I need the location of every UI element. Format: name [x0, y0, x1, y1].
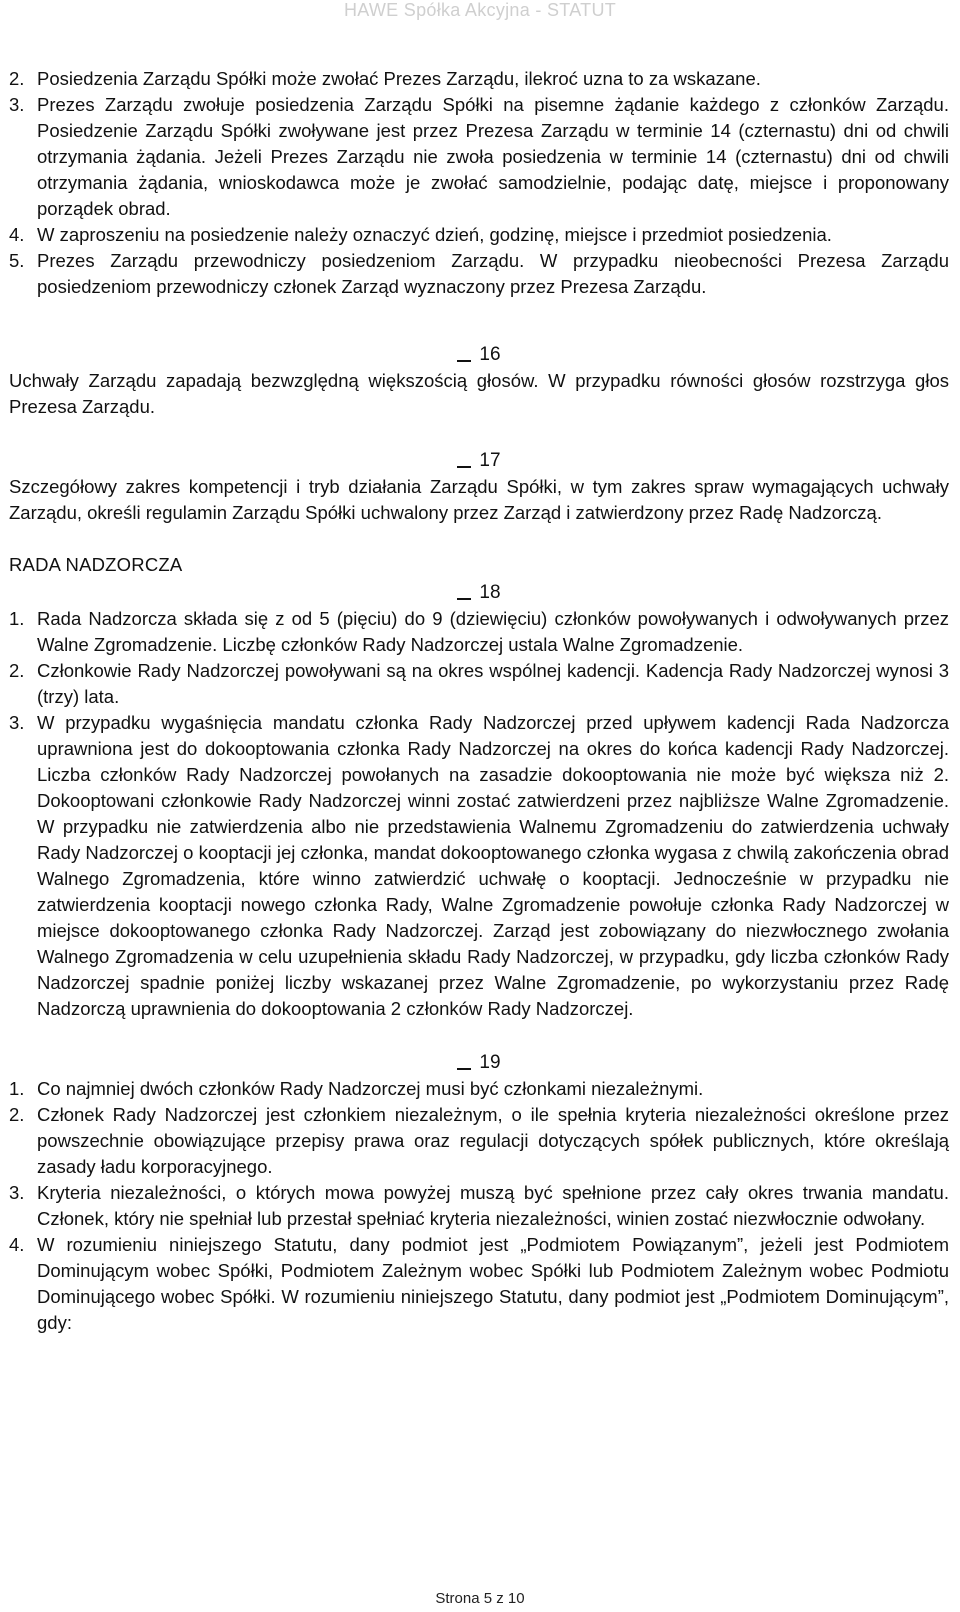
- section-17-text: Szczegółowy zakres kompetencji i tryb działania Zarządu Spółki, w tym zakres spraw wymagających uchwały Zarządu, określi regulamin Zarządu Spółki uchwalony przez Zarząd i zatwierdzony przez Radę Nadzorczą.: [9, 476, 949, 523]
- item-number: 4.: [9, 1234, 25, 1255]
- list-item: [9, 1076, 949, 1102]
- item-text: Prezes Zarządu zwołuje posiedzenia Zarządu Spółki na pisemne żądanie każdego z członków Zarządu. Posiedzenie Zarządu Spółki zwoływane jest przez Prezesa Zarządu w terminie 14 (czternastu) dni od chwili otrzymania żądania. Jeżeli Prezes Zarządu nie zwoła posiedzenia w terminie 14 (czternastu) dni od chwili otrzymania żądania, wnioskodawca może je zwołać samodzielnie, podając datę, miejsce i proponowany porządek obrad.: [37, 94, 949, 219]
- item-number: 2.: [9, 660, 25, 681]
- item-text: W zaproszeniu na posiedzenie należy oznaczyć dzień, godzinę, miejsce i przedmiot posiedzenia.: [37, 224, 832, 245]
- item-number: 1.: [9, 1078, 25, 1099]
- item-number: 2.: [9, 68, 25, 89]
- item-text: Rada Nadzorcza składa się z od 5 (pięciu) do 9 (dziewięciu) członków powoływanych i odwoływanych przez Walne Zgromadzenie. Liczbę członków Rady Nadzorczej ustala Walne Zgromadzenie.: [37, 608, 949, 655]
- item-number: 3.: [9, 94, 25, 115]
- list-item: [9, 92, 949, 222]
- list-item: [9, 1180, 949, 1232]
- item-number: 4.: [9, 224, 25, 245]
- item-number: 2.: [9, 1104, 25, 1125]
- section-sign-icon: [457, 446, 471, 468]
- item-text: Członkowie Rady Nadzorczej powoływani są na okres wspólnej kadencji. Kadencja Rady Nadzorczej wynosi 3 (trzy) lata.: [37, 660, 949, 707]
- item-text: Prezes Zarządu przewodniczy posiedzeniom Zarządu. W przypadku nieobecności Prezesa Zarządu posiedzeniom przewodniczy członek Zarząd wyznaczony przez Prezesa Zarządu.: [37, 250, 949, 297]
- section-18-list: [9, 606, 949, 1022]
- list-item: [9, 710, 949, 1022]
- section-19-list: [9, 1076, 949, 1336]
- item-text: Co najmniej dwóch członków Rady Nadzorczej musi być członkami niezależnymi.: [37, 1078, 704, 1099]
- list-item: [9, 658, 949, 710]
- item-text: W rozumieniu niniejszego Statutu, dany podmiot jest „Podmiotem Powiązanym”, jeżeli jest Podmiotem Dominującym wobec Spółki, Podmiotem Zależnym wobec Spółki lub Podmiotem Zależnym wobec Podmiotu Dominującego wobec Spółki. W rozumieniu niniejszego Statutu, dany podmiot jest „Podmiotem Dominującym”, gdy:: [37, 1234, 949, 1333]
- list-item: [9, 248, 949, 300]
- item-text: Kryteria niezależności, o których mowa powyżej muszą być spełnione przez cały okres trwania mandatu. Członek, który nie spełniał lub przestał spełniać kryteria niezależności, winien zostać niezwłocznie odwołany.: [37, 1182, 949, 1229]
- page-header: HAWE Spółka Akcyjna - STATUT: [343, 0, 617, 20]
- document-body: [9, 66, 949, 1336]
- section-17-heading: 17: [9, 446, 949, 474]
- list-item: [9, 222, 949, 248]
- page-number: Strona 5 z 10: [435, 1590, 525, 1607]
- section-sign-icon: [457, 340, 471, 362]
- item-text: W przypadku wygaśnięcia mandatu członka Rady Nadzorczej przed upływem kadencji Rada Nadzorcza uprawniona jest do dokooptowania członka Rady Nadzorczej na okres do końca kadencji Rady Nadzorczej. Liczba członków Rady Nadzorczej powołanych na zasadzie dokooptowania nie może być większa niż 2. Dokooptowani członkowie Rady Nadzorczej winni zostać zatwierdzeni przez najbliższe Walne Zgromadzenie. W przypadku nie zatwierdzenia albo nie przedstawienia Walnemu Zgromadzeniu do zatwierdzenia uchwały Rady Nadzorczej o kooptacji jej członka, mandat dokooptowanego członka wygasa z chwilą zakończenia obrad Walnego Zgromadzenia, które winno zatwierdzić uchwałę o kooptacji. Jednocześnie w przypadku nie zatwierdzenia kooptacji nowego członka Rady, Walne Zgromadzenie powołuje członka Rady Nadzorczej w miejsce dokooptowanego członka Rady Nadzorczej. Zarząd jest zobowiązany do niezwłocznego zwołania Walnego Zgromadzenia w celu uzupełnienia składu Rady Nadzorczej, w przypadku, gdy liczba członków Rady Nadzorczej spadnie poniżej liczby wskazanej przez Walne Zgromadzenie, po wykorzystaniu przez Radę Nadzorczą uprawnienia do dokooptowania 2 członków Rady Nadzorczej.: [37, 712, 949, 1019]
- list-item: [9, 1232, 949, 1336]
- rada-nadzorcza-heading: RADA NADZORCZA: [9, 554, 183, 575]
- item-number: 3.: [9, 712, 25, 733]
- item-text: Posiedzenia Zarządu Spółki może zwołać Prezes Zarządu, ilekroć uzna to za wskazane.: [37, 68, 761, 89]
- section-16-heading: 16: [9, 340, 949, 368]
- section-18-heading: 18: [9, 578, 949, 606]
- section-19-heading: 19: [9, 1048, 949, 1076]
- item-number: 3.: [9, 1182, 25, 1203]
- item-number: 5.: [9, 250, 25, 271]
- list-item: [9, 606, 949, 658]
- section-16-text: Uchwały Zarządu zapadają bezwzględną większością głosów. W przypadku równości głosów rozstrzyga głos Prezesa Zarządu.: [9, 370, 949, 417]
- list-item: [9, 1102, 949, 1180]
- section-sign-icon: [457, 578, 471, 600]
- list-item: [9, 66, 949, 92]
- item-number: 1.: [9, 608, 25, 629]
- item-text: Członek Rady Nadzorczej jest członkiem niezależnym, o ile spełnia kryteria niezależności określone przez powszechnie obowiązujące przepisy prawa oraz regulacji dotyczących spółek publicznych, które określają zasady ładu korporacyjnego.: [37, 1104, 949, 1177]
- section-sign-icon: [457, 1048, 471, 1070]
- zarzad-meetings-list: [9, 66, 949, 300]
